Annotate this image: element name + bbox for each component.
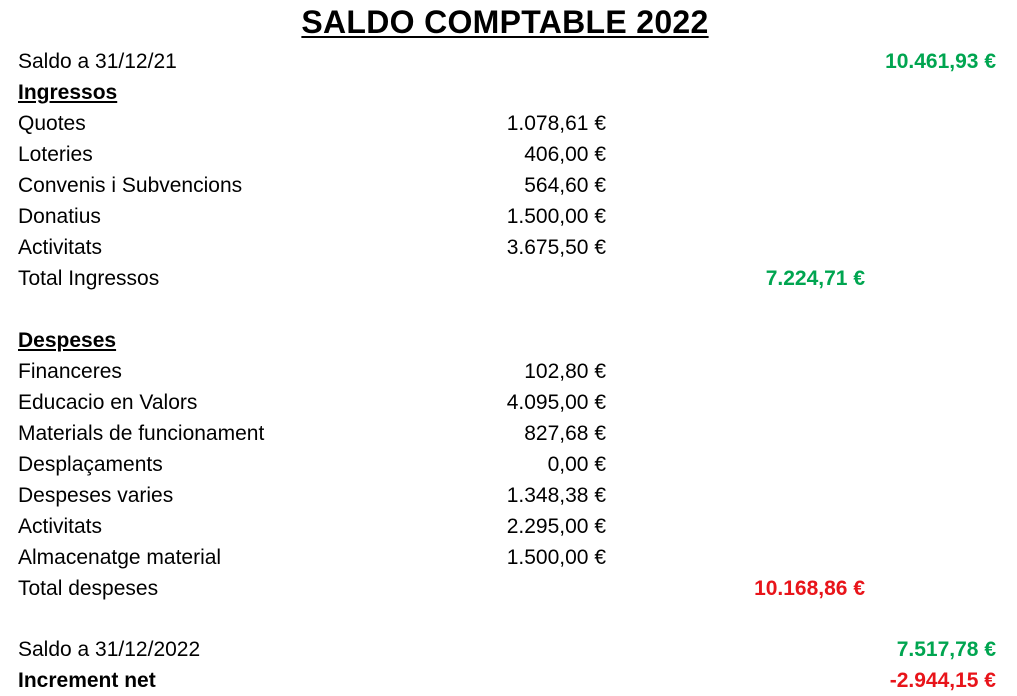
opening-balance-value: 10.461,93 € (885, 50, 996, 73)
expense-value: 4.095,00 € (506, 391, 606, 414)
expense-label: Educacio en Valors (18, 391, 198, 414)
income-total-value: 7.224,71 € (765, 267, 865, 290)
income-row (18, 108, 996, 139)
income-value: 564,60 € (524, 174, 606, 197)
income-total-row (18, 263, 996, 294)
expense-value: 2.295,00 € (506, 515, 606, 538)
expense-value: 1.500,00 € (506, 546, 606, 569)
income-value: 1.500,00 € (506, 205, 606, 228)
expenses-heading-row (18, 325, 996, 356)
income-row (18, 170, 996, 201)
income-row (18, 139, 996, 170)
income-label: Quotes (18, 112, 86, 135)
expenses-total-row (18, 573, 996, 604)
income-value: 1.078,61 € (506, 112, 606, 135)
net-increment-row (18, 665, 996, 696)
closing-balance-label: Saldo a 31/12/2022 (18, 638, 201, 661)
income-total-label: Total Ingressos (18, 267, 160, 290)
expense-label: Activitats (18, 515, 103, 538)
closing-balance-row (18, 634, 996, 665)
expense-label: Financeres (18, 360, 122, 383)
expenses-total-label: Total despeses (18, 577, 159, 600)
expenses-total-value: 10.168,86 € (754, 577, 865, 600)
expenses-heading: Despeses (18, 329, 117, 352)
expense-label: Almacenatge material (18, 546, 222, 569)
expense-value: 102,80 € (524, 360, 606, 383)
document-title: SALDO COMPTABLE 2022 (301, 4, 709, 40)
expense-value: 0,00 € (547, 453, 606, 476)
income-heading-row (18, 77, 996, 108)
income-label: Activitats (18, 236, 103, 259)
income-row (18, 232, 996, 263)
expense-row (18, 480, 996, 511)
income-heading: Ingressos (18, 81, 118, 104)
expense-row (18, 387, 996, 418)
expense-label: Materials de funcionament (18, 422, 265, 445)
expense-label: Despeses varies (18, 484, 174, 507)
opening-balance-label: Saldo a 31/12/21 (18, 50, 177, 73)
expense-value: 827,68 € (524, 422, 606, 445)
expense-row (18, 418, 996, 449)
income-row (18, 201, 996, 232)
income-label: Donatius (18, 205, 101, 228)
net-increment-value: -2.944,15 € (889, 669, 996, 692)
income-label: Convenis i Subvencions (18, 174, 243, 197)
income-label: Loteries (18, 143, 93, 166)
expense-row (18, 356, 996, 387)
closing-balance-value: 7.517,78 € (896, 638, 996, 661)
expense-label: Desplaçaments (18, 453, 163, 476)
expense-row (18, 449, 996, 480)
net-increment-label: Increment net (18, 669, 156, 692)
expense-row (18, 542, 996, 573)
opening-balance-row (18, 46, 996, 77)
expense-row (18, 511, 996, 542)
expense-value: 1.348,38 € (506, 484, 606, 507)
income-value: 406,00 € (524, 143, 606, 166)
income-value: 3.675,50 € (506, 236, 606, 259)
